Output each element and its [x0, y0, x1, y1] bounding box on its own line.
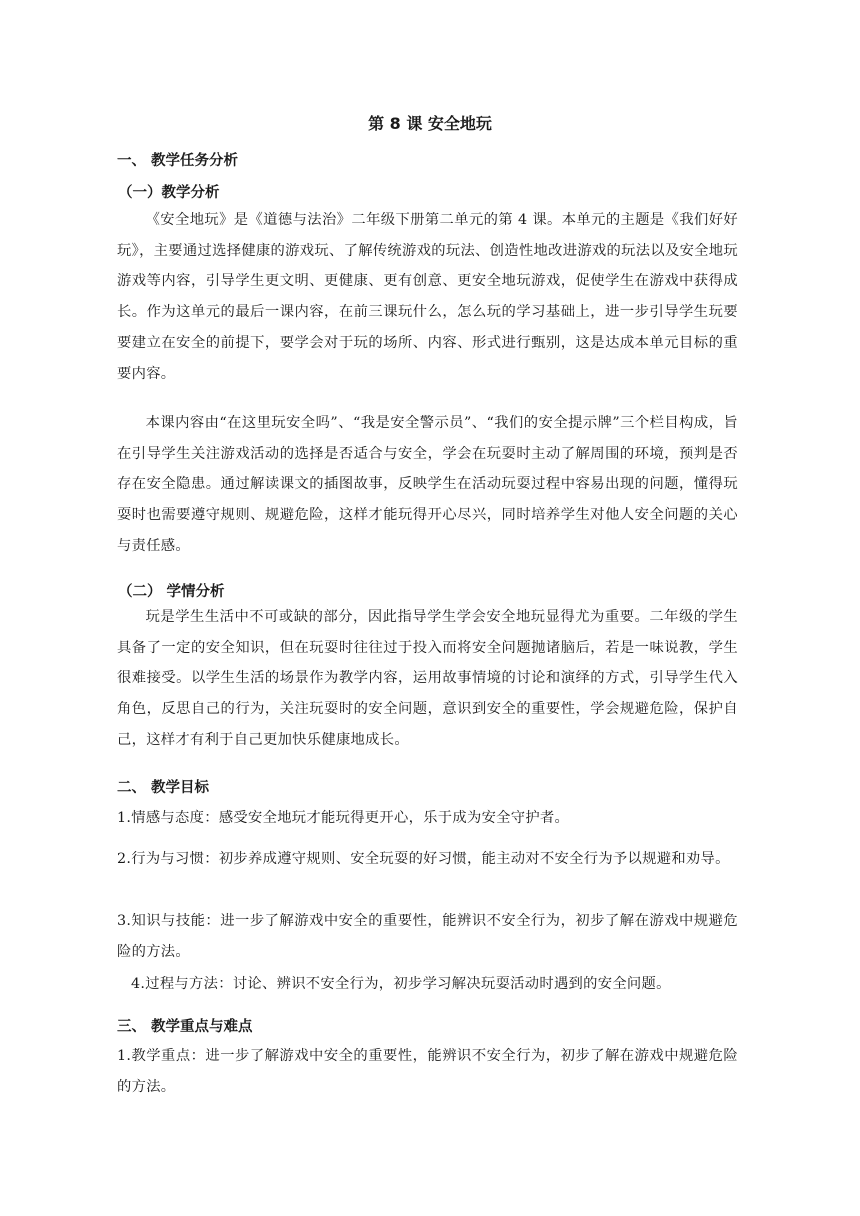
paragraph-teaching-analysis-2: 本课内容由“在这里玩安全吗”、“我是安全警示员”、“我们的安全提示牌”三个栏目构成，旨在引导学生关注游戏活动的选择是否适合与安全，学会在玩耍时主动了解周围的环境，预判是否存在安全隐患。通过解读课文的插图故事，反映学生在活动玩耍过程中容易出现的问题，懂得玩耍时也需要遵守规则、规避危险，这样才能玩得开心尽兴，同时培养学生对他人安全问题的关心与责任感。	[117, 415, 738, 554]
section-heading-objectives: 二、 教学目标	[117, 780, 210, 796]
objective-item-2: 2.行为与习惯：初步养成遵守规则、安全玩耍的好习惯，能主动对不安全行为予以规避和劝导。	[117, 851, 730, 867]
objective-item-3: 3.知识与技能：进一步了解游戏中安全的重要性，能辨识不安全行为，初步了解在游戏中规避危险的方法。	[117, 913, 738, 960]
subheading-student-analysis: （二） 学情分析	[118, 584, 225, 600]
paragraph-teaching-analysis-1: 《安全地玩》是《道德与法治》二年级下册第二单元的第 4 课。本单元的主题是《我们好好玩》，主要通过选择健康的游戏玩、了解传统游戏的玩法、创造性地改进游戏的玩法以及安全地玩游戏等内容，引导学生更文明、更健康、更有创意、更安全地玩游戏，促使学生在游戏中获得成长。作为这单元的最后一课内容，在前三课玩什么，怎么玩的学习基础上，进一步引导学生玩要要建立在安全的前提下，要学会对于玩的场所、内容、形式进行甄别，这是达成本单元目标的重要内容。	[117, 212, 738, 382]
objective-item-1: 1.情感与态度：感受安全地玩才能玩得更开心，乐于成为安全守护者。	[117, 810, 570, 826]
paragraph-student-analysis: 玩是学生生活中不可或缺的部分，因此指导学生学会安全地玩显得尤为重要。二年级的学生具备了一定的安全知识，但在玩耍时往往过于投入而将安全问题抛诸脑后，若是一味说教，学生很难接受。以学生生活的场景作为教学内容，运用故事情境的讨论和演绎的方式，引导学生代入角色，反思自己的行为，关注玩耍时的安全问题，意识到安全的重要性，学会规避危险，保护自己，这样才有利于自己更加快乐健康地成长。	[117, 609, 738, 748]
subheading-teaching-analysis: （一）教学分析	[118, 185, 220, 201]
section-heading-key-points: 三、 教学重点与难点	[117, 1019, 253, 1035]
objective-item-4: 4.过程与方法：讨论、辨识不安全行为，初步学习解决玩耍活动时遇到的安全问题。	[131, 976, 671, 992]
section-heading-task-analysis: 一、 教学任务分析	[117, 153, 239, 169]
key-point-item-1: 1.教学重点：进一步了解游戏中安全的重要性，能辨识不安全行为，初步了解在游戏中规避危险的方法。	[117, 1048, 738, 1095]
page-title: 第 8 课 安全地玩	[368, 114, 492, 133]
